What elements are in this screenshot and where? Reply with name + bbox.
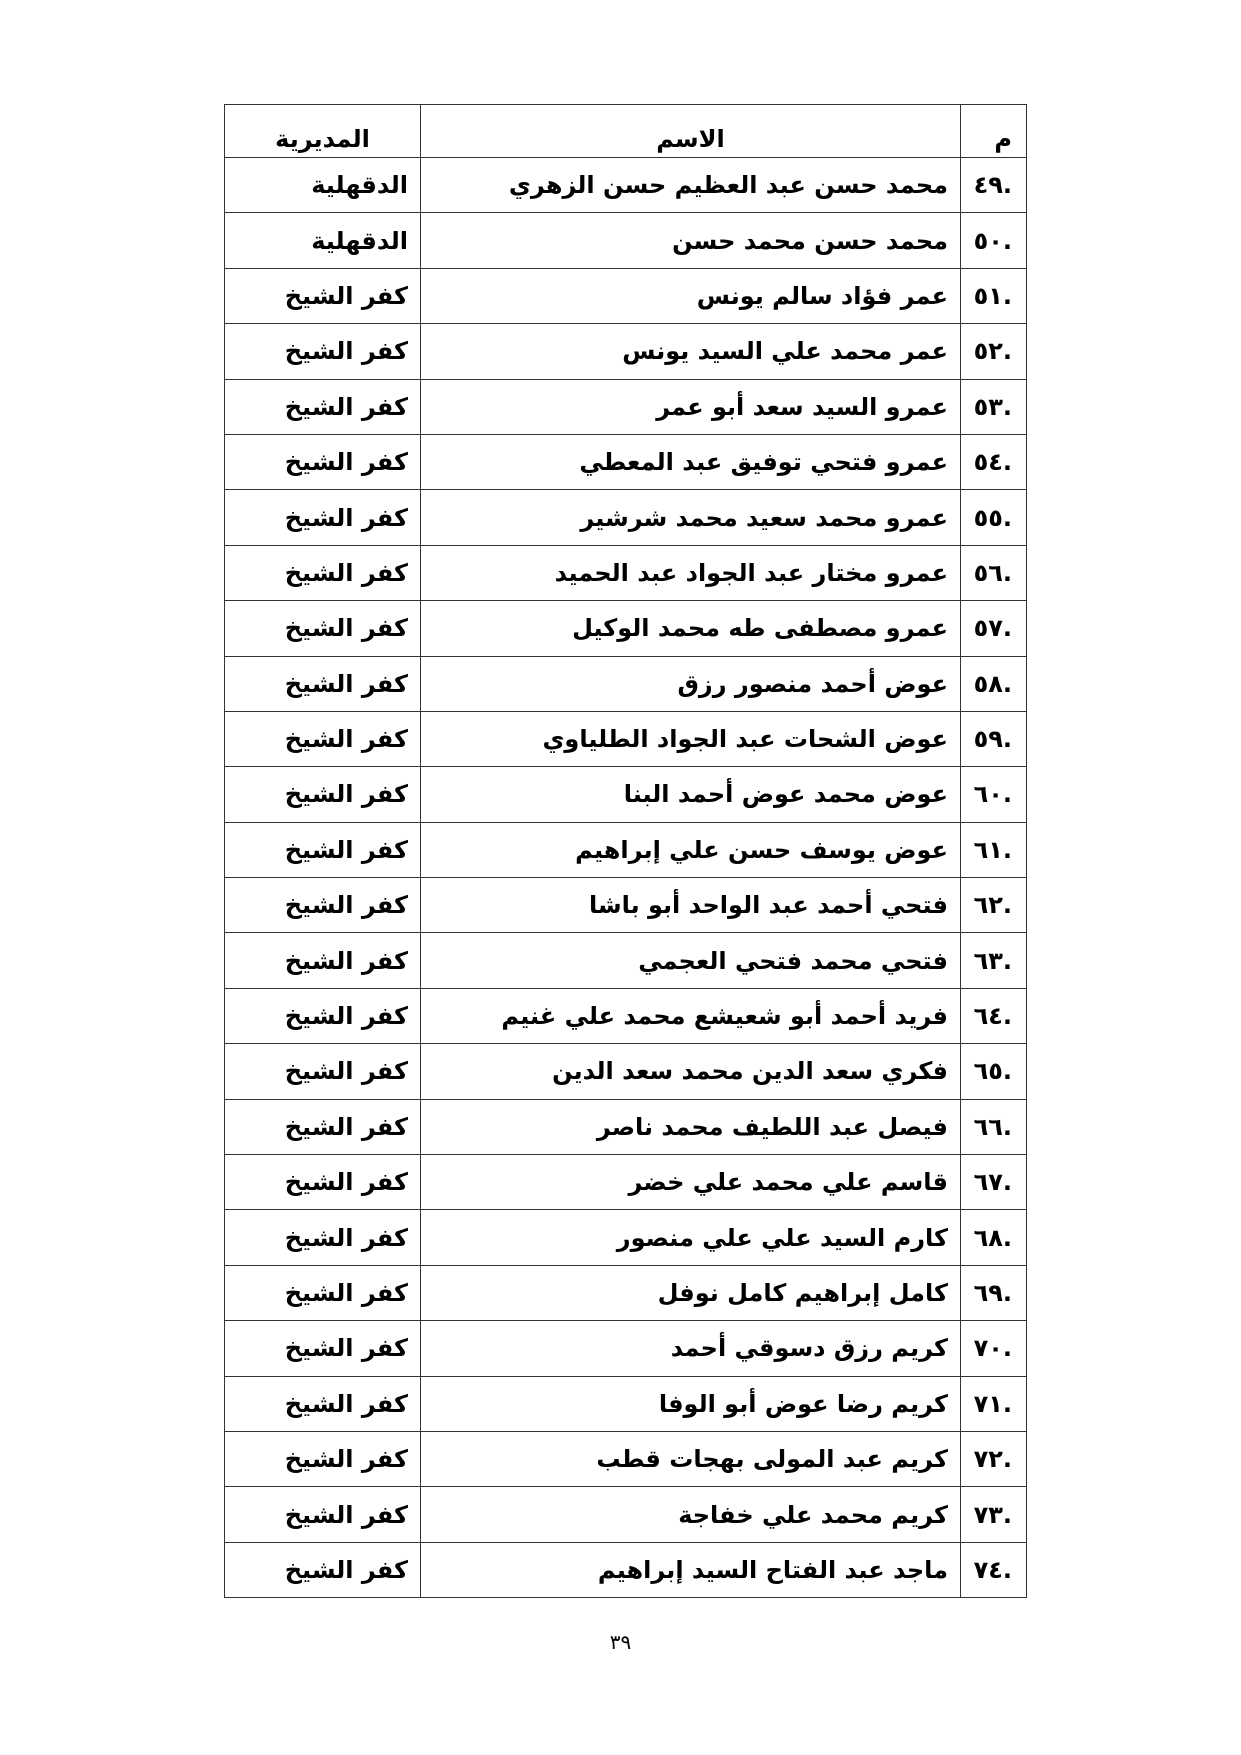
table-row — [225, 268, 1027, 323]
row-name: فكري سعد الدين محمد سعد الدين — [421, 1044, 961, 1099]
row-directorate: كفر الشيخ — [225, 434, 421, 489]
row-directorate: كفر الشيخ — [225, 490, 421, 545]
row-number: .٧٣ — [961, 1487, 1027, 1542]
row-name: عمرو مختار عبد الجواد عبد الحميد — [421, 545, 961, 600]
row-number: .٤٩ — [961, 158, 1027, 213]
header-number: م — [961, 105, 1027, 158]
table-row — [225, 1321, 1027, 1376]
row-name: عوض أحمد منصور رزق — [421, 656, 961, 711]
table-row — [225, 822, 1027, 877]
row-directorate: كفر الشيخ — [225, 379, 421, 434]
names-table — [224, 104, 1027, 1598]
row-name: كريم رضا عوض أبو الوفا — [421, 1376, 961, 1431]
table-row — [225, 1265, 1027, 1320]
table-row — [225, 656, 1027, 711]
row-directorate: كفر الشيخ — [225, 1155, 421, 1210]
row-directorate: كفر الشيخ — [225, 1321, 421, 1376]
row-name: محمد حسن عبد العظيم حسن الزهري — [421, 158, 961, 213]
row-number: .٦٦ — [961, 1099, 1027, 1154]
row-number: .٥٨ — [961, 656, 1027, 711]
row-name: فيصل عبد اللطيف محمد ناصر — [421, 1099, 961, 1154]
row-directorate: كفر الشيخ — [225, 1376, 421, 1431]
row-number: .٥٧ — [961, 601, 1027, 656]
row-number: .٥٤ — [961, 434, 1027, 489]
row-directorate: كفر الشيخ — [225, 1099, 421, 1154]
row-number: .٦٩ — [961, 1265, 1027, 1320]
table-row — [225, 933, 1027, 988]
row-name: كريم رزق دسوقي أحمد — [421, 1321, 961, 1376]
row-number: .٦٢ — [961, 878, 1027, 933]
row-name: عوض محمد عوض أحمد البنا — [421, 767, 961, 822]
table-row — [225, 988, 1027, 1043]
table-row — [225, 379, 1027, 434]
table-row — [225, 767, 1027, 822]
row-directorate: كفر الشيخ — [225, 933, 421, 988]
row-number: .٧١ — [961, 1376, 1027, 1431]
row-directorate: كفر الشيخ — [225, 656, 421, 711]
table-row — [225, 1210, 1027, 1265]
row-number: .٥٩ — [961, 711, 1027, 766]
table-row — [225, 1431, 1027, 1486]
table-row — [225, 158, 1027, 213]
row-name: كريم محمد علي خفاجة — [421, 1487, 961, 1542]
row-directorate: كفر الشيخ — [225, 767, 421, 822]
row-name: عمر فؤاد سالم يونس — [421, 268, 961, 323]
row-directorate: كفر الشيخ — [225, 324, 421, 379]
row-directorate: كفر الشيخ — [225, 1487, 421, 1542]
table-row — [225, 490, 1027, 545]
row-name: فتحي محمد فتحي العجمي — [421, 933, 961, 988]
row-number: .٦٥ — [961, 1044, 1027, 1099]
table-row — [225, 1376, 1027, 1431]
row-number: .٦٤ — [961, 988, 1027, 1043]
row-number: .٦٨ — [961, 1210, 1027, 1265]
row-number: .٦٣ — [961, 933, 1027, 988]
row-name: عمر محمد علي السيد يونس — [421, 324, 961, 379]
row-number: .٥٦ — [961, 545, 1027, 600]
row-directorate: كفر الشيخ — [225, 1431, 421, 1486]
header-name: الاسم — [421, 105, 961, 158]
row-name: فريد أحمد أبو شعيشع محمد علي غنيم — [421, 988, 961, 1043]
row-number: .٥٥ — [961, 490, 1027, 545]
header-row — [225, 105, 1027, 158]
row-name: كامل إبراهيم كامل نوفل — [421, 1265, 961, 1320]
header-directorate: المديرية — [225, 105, 421, 158]
table-row — [225, 711, 1027, 766]
table-row — [225, 1487, 1027, 1542]
row-name: كارم السيد علي علي منصور — [421, 1210, 961, 1265]
row-directorate: الدقهلية — [225, 158, 421, 213]
row-name: ماجد عبد الفتاح السيد إبراهيم — [421, 1542, 961, 1597]
row-name: عمرو مصطفى طه محمد الوكيل — [421, 601, 961, 656]
row-directorate: كفر الشيخ — [225, 822, 421, 877]
row-name: فتحي أحمد عبد الواحد أبو باشا — [421, 878, 961, 933]
row-number: .٥٣ — [961, 379, 1027, 434]
row-name: قاسم علي محمد علي خضر — [421, 1155, 961, 1210]
row-name: عمرو محمد سعيد محمد شرشير — [421, 490, 961, 545]
row-number: .٥١ — [961, 268, 1027, 323]
row-directorate: كفر الشيخ — [225, 1265, 421, 1320]
table-row — [225, 324, 1027, 379]
row-directorate: كفر الشيخ — [225, 545, 421, 600]
table-header — [225, 105, 1027, 158]
table-row — [225, 1099, 1027, 1154]
row-directorate: كفر الشيخ — [225, 878, 421, 933]
table-row — [225, 434, 1027, 489]
row-directorate: الدقهلية — [225, 213, 421, 268]
row-name: محمد حسن محمد حسن — [421, 213, 961, 268]
row-number: .٧٠ — [961, 1321, 1027, 1376]
row-directorate: كفر الشيخ — [225, 1210, 421, 1265]
row-number: .٦١ — [961, 822, 1027, 877]
row-number: .٧٢ — [961, 1431, 1027, 1486]
row-name: كريم عبد المولى بهجات قطب — [421, 1431, 961, 1486]
table-body — [225, 158, 1027, 1598]
table-row — [225, 545, 1027, 600]
row-number: .٦٠ — [961, 767, 1027, 822]
row-number: .٥٢ — [961, 324, 1027, 379]
row-name: عمرو فتحي توفيق عبد المعطي — [421, 434, 961, 489]
table-row — [225, 213, 1027, 268]
table-row — [225, 1044, 1027, 1099]
row-name: عوض الشحات عبد الجواد الطلياوي — [421, 711, 961, 766]
table-row — [225, 878, 1027, 933]
row-number: .٥٠ — [961, 213, 1027, 268]
row-number: .٦٧ — [961, 1155, 1027, 1210]
row-directorate: كفر الشيخ — [225, 601, 421, 656]
row-directorate: كفر الشيخ — [225, 268, 421, 323]
row-name: عوض يوسف حسن علي إبراهيم — [421, 822, 961, 877]
row-name: عمرو السيد سعد أبو عمر — [421, 379, 961, 434]
row-directorate: كفر الشيخ — [225, 711, 421, 766]
row-directorate: كفر الشيخ — [225, 1044, 421, 1099]
page-number: ٣٩ — [609, 1630, 632, 1654]
row-directorate: كفر الشيخ — [225, 988, 421, 1043]
table-row — [225, 1542, 1027, 1597]
row-number: .٧٤ — [961, 1542, 1027, 1597]
table-row — [225, 601, 1027, 656]
table-row — [225, 1155, 1027, 1210]
row-directorate: كفر الشيخ — [225, 1542, 421, 1597]
